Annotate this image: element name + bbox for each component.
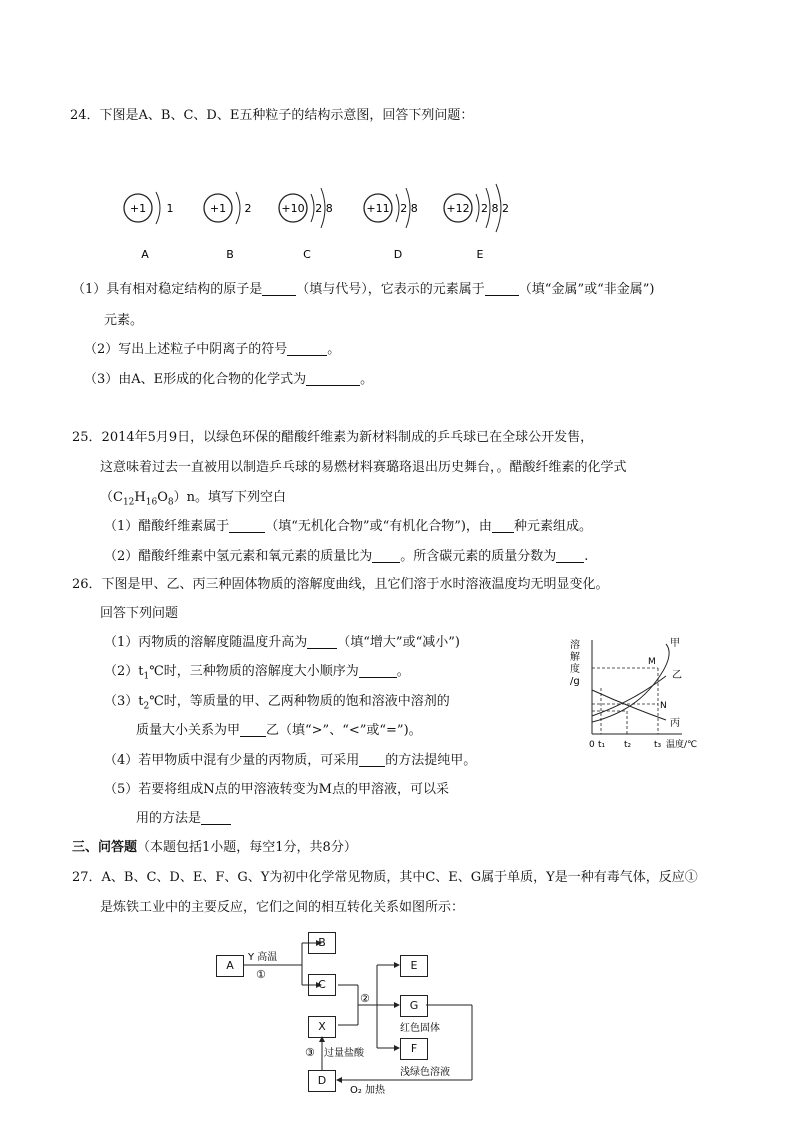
- atom-d-nucleus: +11: [366, 202, 390, 215]
- reaction3-marker: ③: [305, 1046, 315, 1059]
- x-axis-label: 温度/℃: [666, 740, 698, 750]
- answer-blank[interactable]: [307, 634, 337, 649]
- reaction1-label: Y 高温: [248, 952, 278, 963]
- reaction2-marker: ②: [360, 992, 370, 1005]
- g-description: 红色固体: [400, 1023, 440, 1034]
- d-reaction-label: O₂ 加热: [350, 1085, 386, 1096]
- reaction3-label: 过量盐酸: [324, 1048, 364, 1059]
- answer-blank[interactable]: [556, 548, 584, 563]
- answer-blank[interactable]: [240, 722, 266, 737]
- q25-stem-line2: 这意味着过去一直被用以制造乒乓球的易燃材料赛璐珞退出历史舞台，。醋酸纤维素的化学式: [100, 460, 627, 475]
- node-f: F: [400, 1038, 428, 1060]
- answer-blank[interactable]: [201, 810, 231, 825]
- q24-part2: （2）写出上述粒子中阴离子的符号 。: [84, 342, 341, 357]
- point-m-label: M: [648, 657, 656, 667]
- q24-stem: 24．下图是A、B、C、D、E五种粒子的结构示意图，回答下列问题：: [70, 108, 474, 123]
- node-c: C: [308, 974, 336, 996]
- q26-part4: （4）若甲物质中混有少量的丙物质，可采用 的方法提纯甲。: [104, 753, 477, 768]
- atom-b: [204, 192, 252, 261]
- atom-e-nucleus: +12: [446, 202, 470, 215]
- y-label-char: 解: [570, 652, 580, 663]
- q26-part5: （5）若要将组成N点的甲溶液转变为M点的甲溶液，可以采: [104, 782, 449, 797]
- curve-bing: [592, 690, 666, 720]
- q24-part3: （3）由A、E形成的化合物的化学式为 。: [84, 372, 374, 387]
- q26-part1: （1）丙物质的溶解度随温度升高为 （填“增大”或“减小”): [104, 635, 460, 650]
- q26-stem: 26．下图是甲、乙、丙三种固体物质的溶解度曲线，且它们溶于水时溶液温度均无明显变化。: [72, 577, 609, 592]
- atom-structure-diagram: [110, 178, 530, 268]
- atom-d: [364, 188, 418, 261]
- x-tick-origin: 0: [589, 740, 595, 750]
- f-description: 浅绿色溶液: [400, 1067, 450, 1078]
- atom-a: [124, 192, 174, 261]
- atom-a-label: A: [141, 248, 149, 261]
- answer-blank[interactable]: [359, 752, 385, 767]
- reaction1-marker: ①: [256, 968, 266, 981]
- y-label-char: 溶: [570, 640, 580, 651]
- curve-label-jia: 甲: [670, 638, 680, 649]
- q24-part1-end: 元素。: [104, 313, 144, 328]
- curve-label-yi: 乙: [672, 670, 682, 681]
- curve-jia: [592, 644, 669, 722]
- atom-c-nucleus: +10: [281, 202, 305, 215]
- node-e: E: [400, 955, 428, 977]
- atom-b-nucleus: +1: [209, 202, 227, 215]
- answer-blank[interactable]: [229, 518, 265, 533]
- atom-a-electrons: 1: [166, 202, 174, 215]
- node-d: D: [308, 1070, 336, 1092]
- atom-d-label: D: [393, 248, 403, 261]
- answer-blank[interactable]: [287, 341, 327, 356]
- answer-blank[interactable]: [492, 518, 514, 533]
- x-tick-t3: t₃: [654, 740, 662, 750]
- node-b: B: [308, 932, 336, 954]
- q26-part3: $(3)t_2℃$时，等质量的甲、乙两种物质的饱和溶液中溶剂的: [104, 694, 450, 712]
- point-n-label: N: [660, 701, 667, 711]
- solubility-curve-chart: [562, 632, 732, 754]
- answer-blank[interactable]: [485, 281, 519, 296]
- q26-part3-cont: 质量大小关系为甲 乙（填“>”、“<”或“=”)。: [136, 723, 422, 738]
- node-x: X: [308, 1016, 336, 1038]
- x-tick-t1: t₁: [598, 740, 606, 750]
- answer-blank[interactable]: [262, 281, 296, 296]
- q27-stem-line1: 27．A、B、C、D、E、F、G、Y为初中化学常见物质，其中C、E、G属于单质，Y是一种有毒气体，反应①: [72, 870, 698, 885]
- atom-d-electrons: 2 8: [400, 202, 418, 215]
- node-a: A: [216, 955, 244, 977]
- q26-part2: $(2)t_1℃$时，三种物质的溶解度大小顺序为 。: [104, 664, 410, 682]
- curve-yi: [592, 676, 666, 716]
- q25-part1: （1）醋酸纤维素属于 （填“无机化合物”或“有机化合物”)，由 种元素组成。: [104, 519, 592, 534]
- atom-b-label: B: [226, 248, 234, 261]
- answer-blank[interactable]: [372, 548, 400, 563]
- q27-stem-line2: 是炼铁工业中的主要反应，它们之间的相互转化关系如图所示：: [100, 900, 465, 915]
- atom-a-nucleus: +1: [129, 202, 147, 215]
- q25-stem-line1: 25．2014年5月9日，以绿色环保的醋酸纤维素为新材料制成的乒乓球已在全球公开发售，: [72, 430, 594, 445]
- atom-c-label: C: [303, 248, 311, 261]
- atom-e-label: E: [476, 248, 484, 261]
- q25-formula-line: $(C_{12}H_{16}O_8)n$。填写下列空白: [100, 490, 286, 508]
- q25-part2: （2）醋酸纤维素中氢元素和氧元素的质量比为 。所含碳元素的质量分数为 .: [104, 549, 589, 564]
- answer-blank[interactable]: [359, 663, 397, 678]
- atom-e-electrons: 2 8 2: [481, 202, 509, 215]
- atom-e: [444, 184, 509, 261]
- section3-header: 三、问答题（本题包括1小题，每空1分，共8分）: [72, 840, 357, 855]
- curve-label-bing: 丙: [670, 718, 680, 729]
- x-tick-t2: t₂: [624, 740, 632, 750]
- atom-c-electrons: 2 8: [315, 202, 333, 215]
- node-g: G: [400, 995, 428, 1017]
- atom-b-electrons: 2: [244, 202, 252, 215]
- atom-c: [279, 188, 333, 261]
- chart-y-label: [570, 638, 580, 687]
- q26-part5-cont: 用的方法是: [136, 810, 231, 828]
- answer-blank[interactable]: [306, 371, 360, 386]
- reaction-flow-diagram: [212, 930, 492, 1100]
- y-label-char: 度: [570, 664, 580, 675]
- y-label-char: /g: [570, 676, 580, 687]
- q24-part1: （1）具有相对稳定结构的原子是 （填与代号），它表示的元素属于 （填“金属”或“非金属”): [72, 282, 655, 297]
- q26-ask: 回答下列问题: [100, 606, 179, 621]
